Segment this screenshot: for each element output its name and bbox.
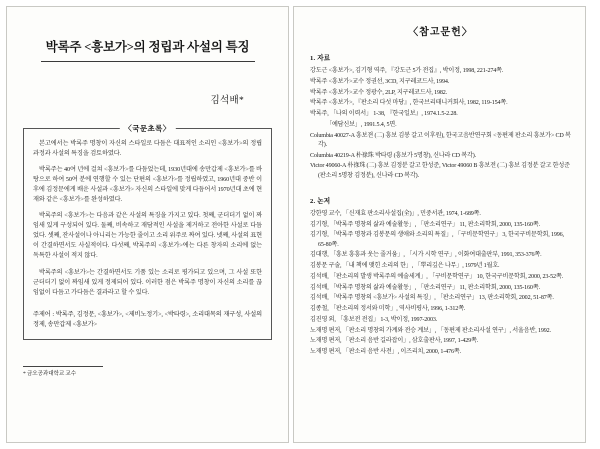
reference-item: 김석배, 「박록주 명창의 삶과 예술활동」, 「판소리연구」 11, 판소리학회, 2000, 135-160쪽.	[310, 284, 540, 291]
references-title: 〈참고문헌〉	[408, 27, 473, 38]
abstract-paragraph: 박록주의 <흥보가>는 다음과 같은 사설의 특징을 가지고 있다. 첫째, 군더더기 없이 짜임새 있게 구성되어 있다. 둘째, 비속하고 재담적인 사설을 제거하고 전아한 사설로 다듬었다. 셋째, 잔사설이나 아니리는 가능한 줄이고 소리 위주로 짜여 있다. 넷째, 사설의 표현이 간결하면서도 사실적이다. 다섯째, 박록주의 <흥보가>에는 다른 창자의 소리에 없는 독특한 사설이 적지 않다.	[33, 212, 262, 260]
reference-item: 「예담신보」, 1991.5.4, 5면.	[326, 121, 397, 128]
keywords-line	[33, 310, 262, 330]
abstract-box	[23, 124, 272, 340]
reference-item: 노재명 편저, 「판소리 음반 사전」, 이즈리치, 2000, 1-476쪽.	[310, 349, 461, 355]
references-section-heading: 2. 논저	[310, 197, 331, 205]
page-right	[293, 6, 586, 443]
keywords-list: 박록주, 김정문, <흥보가>, <제비노정기>, <박타령>, 소리대목의 재구성, 사설의 정제, 송만갑제 <흥보가>	[33, 310, 262, 328]
abstract-heading: 〈국문초록〉	[119, 123, 175, 134]
abstract-paragraph: 박록주는 40여 년에 걸쳐 <흥보가>를 다듬었는데, 1930년대에 송만갑제 <흥보가>를 바탕으로 하여 50여 분에 연행할 수 있는 단편의 <흥보가>를 정립하였고, 1960년대 중반 이후에 김정문에게 배운 사설과 <흥보가> 자신의 스타일에 맞게 다듬어서 1970년대 초에 현재와 같은 <흥보가>를 완성하였다.	[33, 166, 262, 204]
reference-item: 강한영 교수, 「신재효 판소리사설집(全)」, 민중서관, 1974, 1-689쪽.	[310, 210, 481, 217]
reference-item: Columbia 40027-A 흥보젼 (二) 흥보 김봉 갈고 이후원), 한국고음반연구회 <동편제 판소리 흥보가> CD 복각).	[310, 132, 571, 148]
reference-item: 김기형, 「박록주 명창과 김봉문의 생애와 소리의 특질」, 「구비문학연구」 3, 한국구비문학회, 1996, 65-80쪽.	[310, 232, 564, 248]
references-list	[310, 67, 571, 181]
reference-item: 김봉문 구술, 「내 책에 맺힌 소리의 한」, 「뿌리깊은 나무」, 1979년 1월호.	[310, 263, 500, 269]
reference-item: 김대행, 「흥보 흥흥과 웃는 줄거움」, 「시가 시학 연구」, 이화여대출판부, 1991, 353-376쪽.	[310, 252, 542, 259]
reference-item: 김기형, 「박록주 명창의 삶과 예술활동」, 「판소리연구」 11, 판소리학회, 2000, 135-160쪽.	[310, 221, 540, 228]
reference-item: 김종철, 「판소리의 정서와 미학」, 역사비평사, 1996, 1-312쪽.	[310, 306, 466, 312]
reference-item: 노재명 편저, 「판소리 명창의 가계와 전승 계보」, 「동편제 판소리사설 연구」, 서울음반, 1992.	[310, 327, 551, 334]
reference-item: 박록주 <흥보가>, 『판소리 다섯 마당』, 한국브리태니커회사, 1982, 119-154쪽.	[310, 100, 508, 107]
title-divider	[41, 61, 255, 62]
footnote-text: * 금오공과대학교 교수	[23, 371, 77, 377]
keywords-heading: 주제어 :	[33, 310, 55, 318]
page-title: 박록주 <흥보가>의 정립과 사설의 특징	[45, 40, 250, 54]
reference-item: Victor 49060-A 朴祿珠 (二) 흥보 김정분 갈고 한성준, Victor 49060 B 흥보전 (二) 흥보 김정분 갈고 한성준 (판소리 5명창 김정분), 신나라 CD 복각).	[310, 163, 570, 179]
abstract-paragraph: 본고에서는 박록주 명창이 자신의 스타일로 다듬은 대표적인 소리인 <흥보가>의 정립과정과 사설의 특징을 검토하였다.	[33, 140, 262, 158]
reference-item: 박록주, 「나의 이력서」 1-38, 『한국일보』, 1974.1.5-2.28.	[310, 111, 458, 117]
author-name	[23, 92, 244, 106]
abstract-paragraph: 박록주의 <흥보가>는 간결하면서도 기품 있는 소리로 평가되고 있으며, 그 사설 또한 군더더기 없이 짜임새 있게 정제되어 있다. 이러한 점은 박록주 명창이 자신의 소리를 끊임없이 다듬고 가다듬은 결과라고 할 수 있다.	[33, 268, 262, 296]
reference-item: 김석배, 「박록주 명창의 <흥보가> 사설의 특징」, 「판소리연구」 13, 판소리학회, 2002, 51-87쪽.	[310, 295, 554, 302]
reference-item: Columbia 40219-A 朴祿珠 박타령 (흥보가 5명창), 신나라 CD 복각).	[310, 152, 476, 159]
reference-item: 박록주 <흥보가>교수 정광수, 2LP, 지구레코드사, 1982.	[310, 89, 448, 96]
references-section-heading: 1. 자료	[310, 55, 331, 62]
reference-item: 박록주 <흥보가>교수 정권선, 3CD, 지구레코드사, 1994.	[310, 78, 450, 85]
reference-item: 강도근 <흥보가>, 김기형 역주, 『강도근 5가 전집』, 박이정, 1998, 221-274쪽.	[310, 68, 504, 74]
page-left	[6, 6, 289, 443]
reference-item: 김진영 외, 「흥보전 전집」 1-3, 박이정, 1997-2003.	[310, 316, 438, 323]
footnote-divider	[23, 366, 103, 367]
reference-item: 노재명 편저, 「판소리 음반 길라잡이」, 삼호출판사, 1997, 1-429쪽.	[310, 338, 479, 345]
reference-item: 김석배, 「판소리의 발생 박록주의 예술세계」, 「구비문학연구」 10, 한국구비문학회, 2000, 23-52쪽.	[310, 273, 564, 280]
references-list	[310, 210, 571, 358]
author-label: 김석배*	[210, 96, 244, 106]
